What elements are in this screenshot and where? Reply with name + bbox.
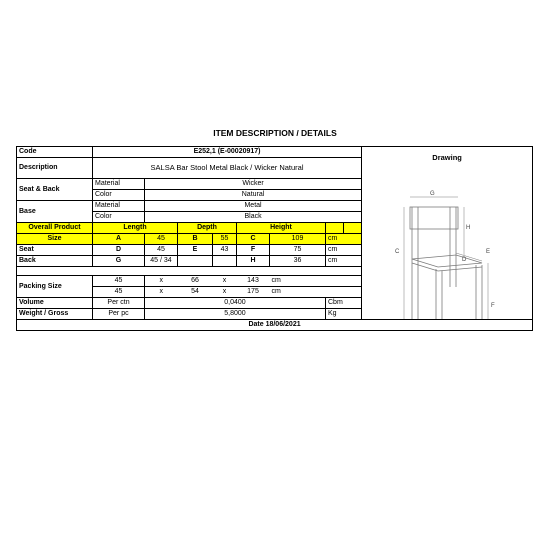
packing-row2-x1: x: [145, 287, 178, 298]
dim-f-label: F: [491, 303, 495, 309]
code-value: E252,1 (E-00020917): [93, 147, 362, 158]
dim-h-value: 36: [270, 256, 326, 267]
seat-back-color-value: Natural: [145, 190, 362, 201]
volume-unit: Cbm: [326, 298, 362, 309]
packing-row1-x2: x: [213, 276, 237, 287]
seat-unit: cm: [326, 245, 362, 256]
dim-c-value: 109: [270, 234, 326, 245]
height-header: Height: [237, 223, 326, 234]
drawing-label: Drawing: [432, 153, 462, 162]
dim-d-label: D: [462, 257, 467, 263]
dim-b: B: [178, 234, 213, 245]
packing-label: Packing Size: [17, 276, 93, 298]
back-unit: cm: [326, 256, 362, 267]
seat-label: Seat: [17, 245, 93, 256]
volume-label: Volume: [17, 298, 93, 309]
packing-row1-width: 66: [178, 276, 213, 287]
dim-e-value: 43: [213, 245, 237, 256]
seat-back-material-value: Wicker: [145, 179, 362, 190]
packing-row1-height: 143: [237, 276, 270, 287]
packing-row2-length: 45: [93, 287, 145, 298]
dim-a: A: [93, 234, 145, 245]
dim-c-label: C: [395, 249, 400, 255]
dim-g: G: [93, 256, 145, 267]
packing-row1-unit: cm: [270, 276, 362, 287]
dim-a-value: 45: [145, 234, 178, 245]
weight-unit: Kg: [326, 309, 362, 320]
backrest-shape: [410, 207, 458, 229]
code-label: Code: [17, 147, 93, 158]
weight-label: Weight / Gross: [17, 309, 93, 320]
dim-f-value: 75: [270, 245, 326, 256]
packing-row2-unit: cm: [270, 287, 362, 298]
depth-header: Depth: [178, 223, 237, 234]
description-label: Description: [17, 158, 93, 179]
spec-table: [16, 146, 533, 343]
base-material-value: Metal: [145, 201, 362, 212]
volume-sub: Per ctn: [93, 298, 145, 309]
description-value: SALSA Bar Stool Metal Black / Wicker Natural: [93, 158, 362, 179]
dim-e: E: [178, 245, 213, 256]
packing-row2-height: 175: [237, 287, 270, 298]
seat-shape: [412, 255, 482, 267]
base-color-value: Black: [145, 212, 362, 223]
date-footer: Date 18/06/2021: [17, 320, 533, 331]
stool-drawing: G H C E D F B A: [395, 191, 495, 343]
seat-back-label: Seat & Back: [17, 179, 93, 201]
seat-back-material-label: Material: [93, 179, 145, 190]
packing-row1-length: 45: [93, 276, 145, 287]
packing-row2-width: 54: [178, 287, 213, 298]
dim-h: H: [237, 256, 270, 267]
dim-d-value: 45: [145, 245, 178, 256]
packing-row1-x1: x: [145, 276, 178, 287]
dim-g-label: G: [430, 191, 435, 197]
overall-label-line1: Overall Product: [17, 223, 93, 234]
dim-e-label: E: [486, 249, 491, 255]
base-label: Base: [17, 201, 93, 223]
overall-label-line2: Size: [17, 234, 93, 245]
page-title: ITEM DESCRIPTION / DETAILS: [213, 128, 337, 138]
dim-f: F: [237, 245, 270, 256]
weight-value: 5,8000: [145, 309, 326, 320]
base-color-label: Color: [93, 212, 145, 223]
seat-back-color-label: Color: [93, 190, 145, 201]
base-material-label: Material: [93, 201, 145, 212]
volume-value: 0,0400: [145, 298, 326, 309]
drawing-cell: [362, 147, 533, 343]
overall-unit: cm: [326, 234, 362, 245]
length-header: Length: [93, 223, 178, 234]
dim-d: D: [93, 245, 145, 256]
packing-row2-x2: x: [213, 287, 237, 298]
back-label: Back: [17, 256, 93, 267]
dim-b-value: 55: [213, 234, 237, 245]
dim-h-label: H: [466, 225, 471, 231]
dim-c: C: [237, 234, 270, 245]
dim-g-value: 45 / 34: [145, 256, 178, 267]
weight-sub: Per pc: [93, 309, 145, 320]
